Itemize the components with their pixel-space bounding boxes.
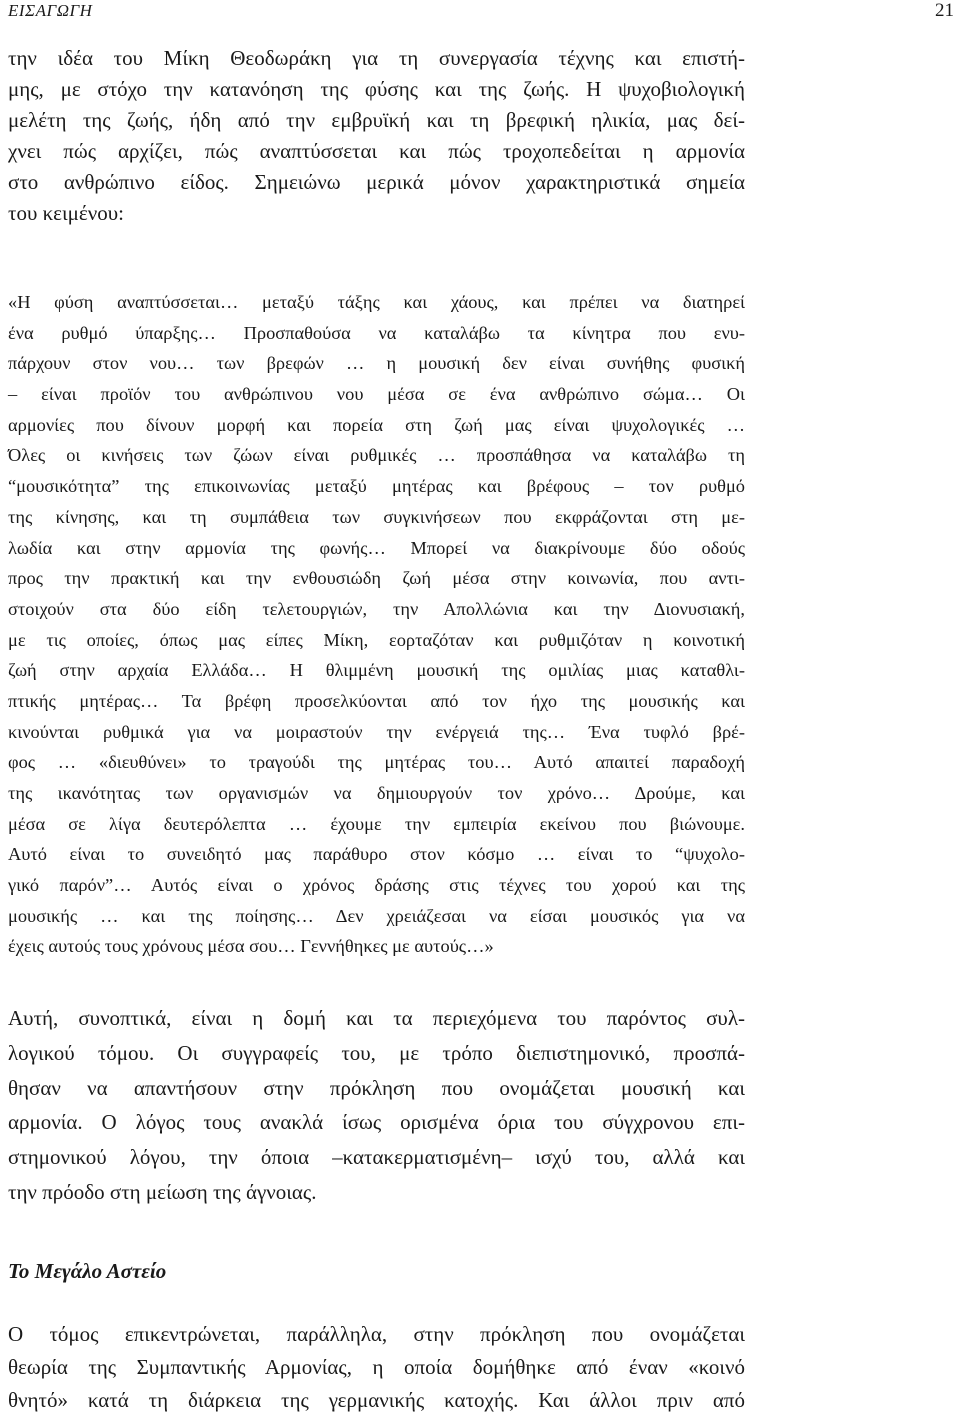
- quote-line: φος … «διευθύνει» το τραγούδι της μητέρας του… Αυτό απαιτεί παραδοχή: [8, 752, 745, 773]
- page-number: 21: [935, 0, 954, 21]
- text-line: θησαν να απαντήσουν στην πρόκληση που ονομάζεται μουσική και: [8, 1075, 745, 1100]
- quote-line: Όλες οι κινήσεις των ζώων είναι ρυθμικές … προσπάθησα να καταλάβω τη: [8, 445, 745, 466]
- quote-line: με τις οποίες, όπως μας είπες Μίκη, εορταζόταν και ρυθμιζόταν η κοινοτική: [8, 629, 745, 650]
- text-line: Αυτή, συνοπτικά, είναι η δομή και τα περιεχόμενα του παρόντος συλ-: [8, 1006, 745, 1030]
- text-line: θεωρία της Συμπαντικής Αρμονίας, η οποία δομήθηκε από έναν «κοινό: [8, 1355, 745, 1379]
- section-heading: Το Μεγάλο Αστείο: [8, 1259, 167, 1283]
- quote-line: προς την πρακτική και την ενθουσιώδη ζωή μέσα στην κοινωνία, που αντι-: [8, 568, 745, 589]
- text-line: μελέτη της ζωής, ήδη από την εμβρυϊκή και τη βρεφική ηλικία, μας δεί-: [8, 108, 745, 132]
- quote-line: έχεις αυτούς τους χρόνους μέσα σου… Γεννήθηκες με αυτούς…»: [8, 936, 494, 957]
- quote-line: αρμονίες που δίνουν μορφή και πορεία στη ζωή μας είναι ψυχολογικές …: [8, 414, 745, 435]
- quote-line: ένα ρυθμό ύπαρξης… Προσπαθούσα να καταλάβω τα κίνητρα που ενυ-: [8, 322, 745, 343]
- text-line: μης, με στόχο την κατανόηση της φύσης και της ζωής. Η ψυχοβιολογική: [8, 77, 745, 101]
- quote-line: – είναι προϊόν του ανθρώπινου νου μέσα σε ένα ανθρώπινο σώμα… Οι: [8, 384, 745, 405]
- quote-line: μέσα σε λίγα δευτερόλεπτα … έχουμε την εμπειρία εκείνου που βιώνουμε.: [8, 813, 745, 834]
- text-line: χνει πώς αρχίζει, πώς αναπτύσσεται και πώς τροχοπεδείται η αρμονία: [8, 139, 745, 163]
- text-line: στο ανθρώπινο είδος. Σημειώνω μερικά μόνον χαρακτηριστικά σημεία: [8, 170, 745, 194]
- running-head: ΕΙΣΑΓΩΓΗ: [8, 1, 93, 20]
- quote-line: γικό παρόν”… Αυτός είναι ο χρόνος δράσης στις τέχνες του χορού και της: [8, 875, 745, 896]
- text-line: την πρόοδο στη μείωση της άγνοιας.: [8, 1179, 317, 1204]
- quote-line: “μουσικότητα” της επικοινωνίας μεταξύ μητέρας και βρέφους – τον ρυθμό: [8, 476, 745, 497]
- section-paragraph: [8, 1318, 745, 1417]
- quote-line: ζωή στην αρχαία Ελλάδα… Η θλιμμένη μουσική της ομιλίας μιας καταθλι-: [8, 660, 745, 681]
- text-line: στημονικού λόγου, την όποια –κατακερματισμένη– ισχύ του, αλλά και: [8, 1145, 745, 1170]
- text-line: Ο τόμος επικεντρώνεται, παράλληλα, στην πρόκληση που ονομάζεται: [8, 1322, 745, 1346]
- quote-line: στοιχούν στα δύο είδη τελετουργιών, την Απολλώνια και την Διονυσιακή,: [8, 598, 745, 619]
- quote-line: της ικανότητας των οργανισμών να δημιουργούν τον χρόνο… Δρούμε, και: [8, 783, 745, 803]
- text-line: θνητό» κατά τη διάρκεια της γερμανικής κατοχής. Και άλλοι πριν από: [8, 1388, 745, 1412]
- text-line: την ιδέα του Μίκη Θεοδωράκη για τη συνεργασία τέχνης και επιστή-: [8, 46, 745, 70]
- block-quote: [8, 287, 745, 962]
- quote-line: «Η φύση αναπτύσσεται… μεταξύ τάξης και χάους, και πρέπει να διατηρεί: [8, 292, 745, 312]
- quote-line: Αυτό είναι το συνειδητό μας παράθυρο στον κόσμο … είναι το “ψυχολο-: [8, 844, 745, 865]
- paragraph-intro: [8, 43, 745, 229]
- quote-line: μουσικής … και της ποίησης… Δεν χρειάζεσαι να είσαι μουσικός για να: [8, 905, 745, 926]
- text-line: αρμονία. Ο λόγος τους ανακλά ίσως ορισμένα όρια του σύγχρονου επι-: [8, 1110, 745, 1135]
- quote-line: λωδία και στην αρμονία της φωνής… Μπορεί να διακρίνουμε δύο οδούς: [8, 537, 745, 558]
- quote-line: πτικής μητέρας… Τα βρέφη προσελκύονται από τον ήχο της μουσικής και: [8, 690, 745, 711]
- text-line: του κειμένου:: [8, 201, 124, 225]
- quote-line: κινούνται ρυθμικά για να μοιραστούν την ενέργειά της… Ένα τυφλό βρέ-: [8, 721, 745, 742]
- quote-line: πάρχουν στον νου… των βρεφών … η μουσική δεν είναι συνήθης φυσική: [8, 353, 745, 374]
- quote-line: της κίνησης, και τη συμπάθεια των συγκινήσεων που εκφράζονται στη με-: [8, 506, 745, 527]
- text-line: λογικού τόμου. Οι συγγραφείς του, με τρόπο διεπιστημονικό, προσπά-: [8, 1040, 745, 1065]
- paragraph-summary: [8, 1001, 745, 1210]
